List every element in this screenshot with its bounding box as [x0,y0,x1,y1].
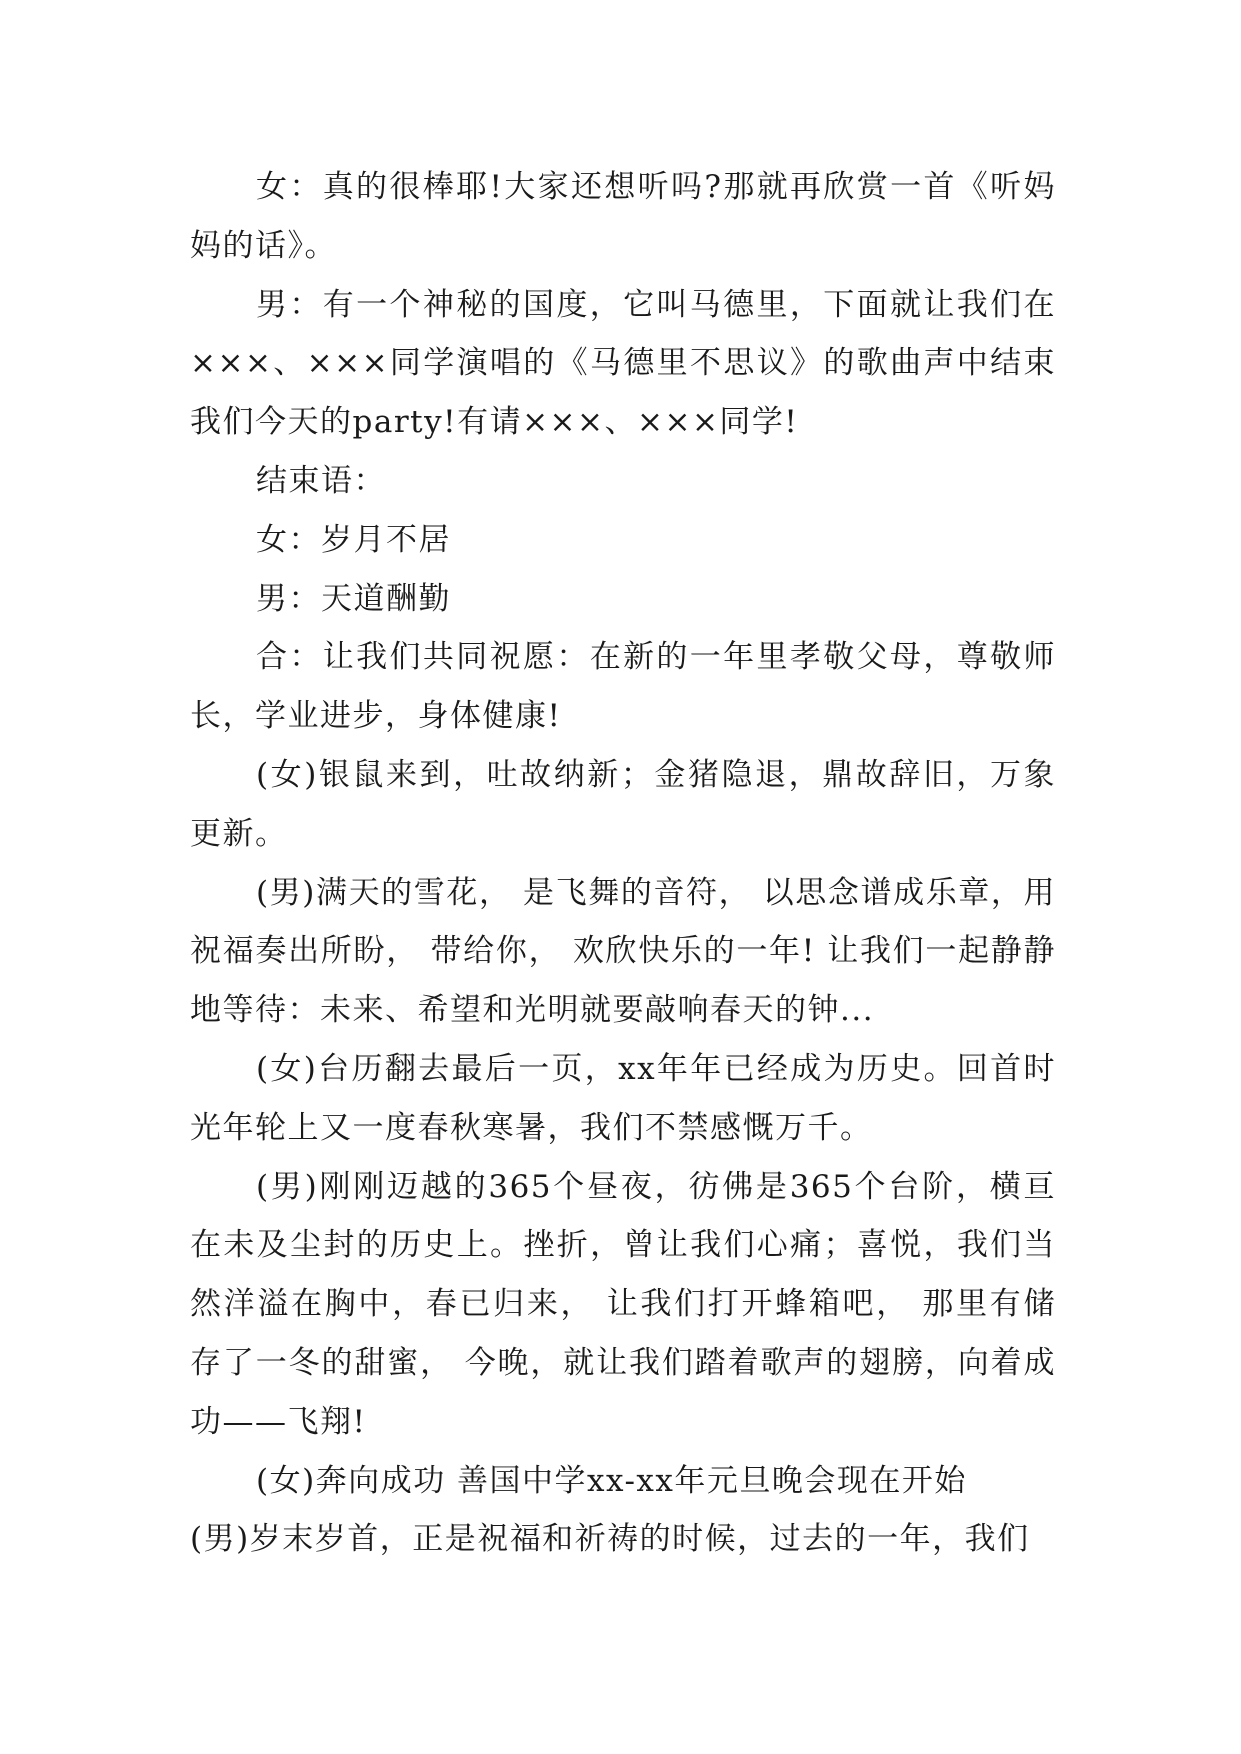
paragraph-female-calendar: (女)台历翻去最后一页，xx年年已经成为历史。回首时光年轮上又一度春秋寒暑，我们不禁感慨万千。 [190,1050,1056,1146]
paragraph-male-snowflakes: (男)满天的雪花， 是飞舞的音符， 以思念谱成乐章，用祝福奏出所盼， 带给你， 欢欣快乐的一年! 让我们一起静静地等待：未来、希望和光明就要敲响春天的钟... [190,874,1056,1029]
paragraph-male-madrid: 男：有一个神秘的国度，它叫马德里，下面就让我们在×××、×××同学演唱的《马德里不思议》的歌曲声中结束我们今天的party!有请×××、×××同学! [190,286,1056,441]
paragraph-female-gala-start: (女)奔向成功 善国中学xx-xx年元旦晚会现在开始 [256,1462,967,1499]
paragraph-closing-heading: 结束语： [256,462,386,499]
paragraph-together-wish: 合：让我们共同祝愿：在新的一年里孝敬父母，尊敬师长，学业进步，身体健康! [190,639,1056,735]
paragraph-male-year-end: (男)岁末岁首，正是祝福和祈祷的时候，过去的一年，我们 [190,1521,1030,1558]
paragraph-female-years: 女：岁月不居 [256,521,451,558]
paragraph-female-song: 女：真的很棒耶!大家还想听吗?那就再欣赏一首《听妈妈的话》。 [190,169,1056,264]
paragraph-female-silver-mouse: (女)银鼠来到，吐故纳新；金猪隐退，鼎故辞旧，万象更新。 [190,756,1056,852]
paragraph-male-diligence: 男：天道酬勤 [256,580,451,617]
document-body [190,158,1056,1569]
paragraph-male-365-days: (男)刚刚迈越的365个昼夜，彷佛是365个台阶，横亘在未及尘封的历史上。挫折，曾让我们心痛；喜悦，我们当然洋溢在胸中，春已归来， 让我们打开蜂箱吧， 那里有储存了一冬的甜蜜， 今晚，就让我们踏着歌声的翅膀，向着成功——飞翔! [190,1168,1056,1440]
